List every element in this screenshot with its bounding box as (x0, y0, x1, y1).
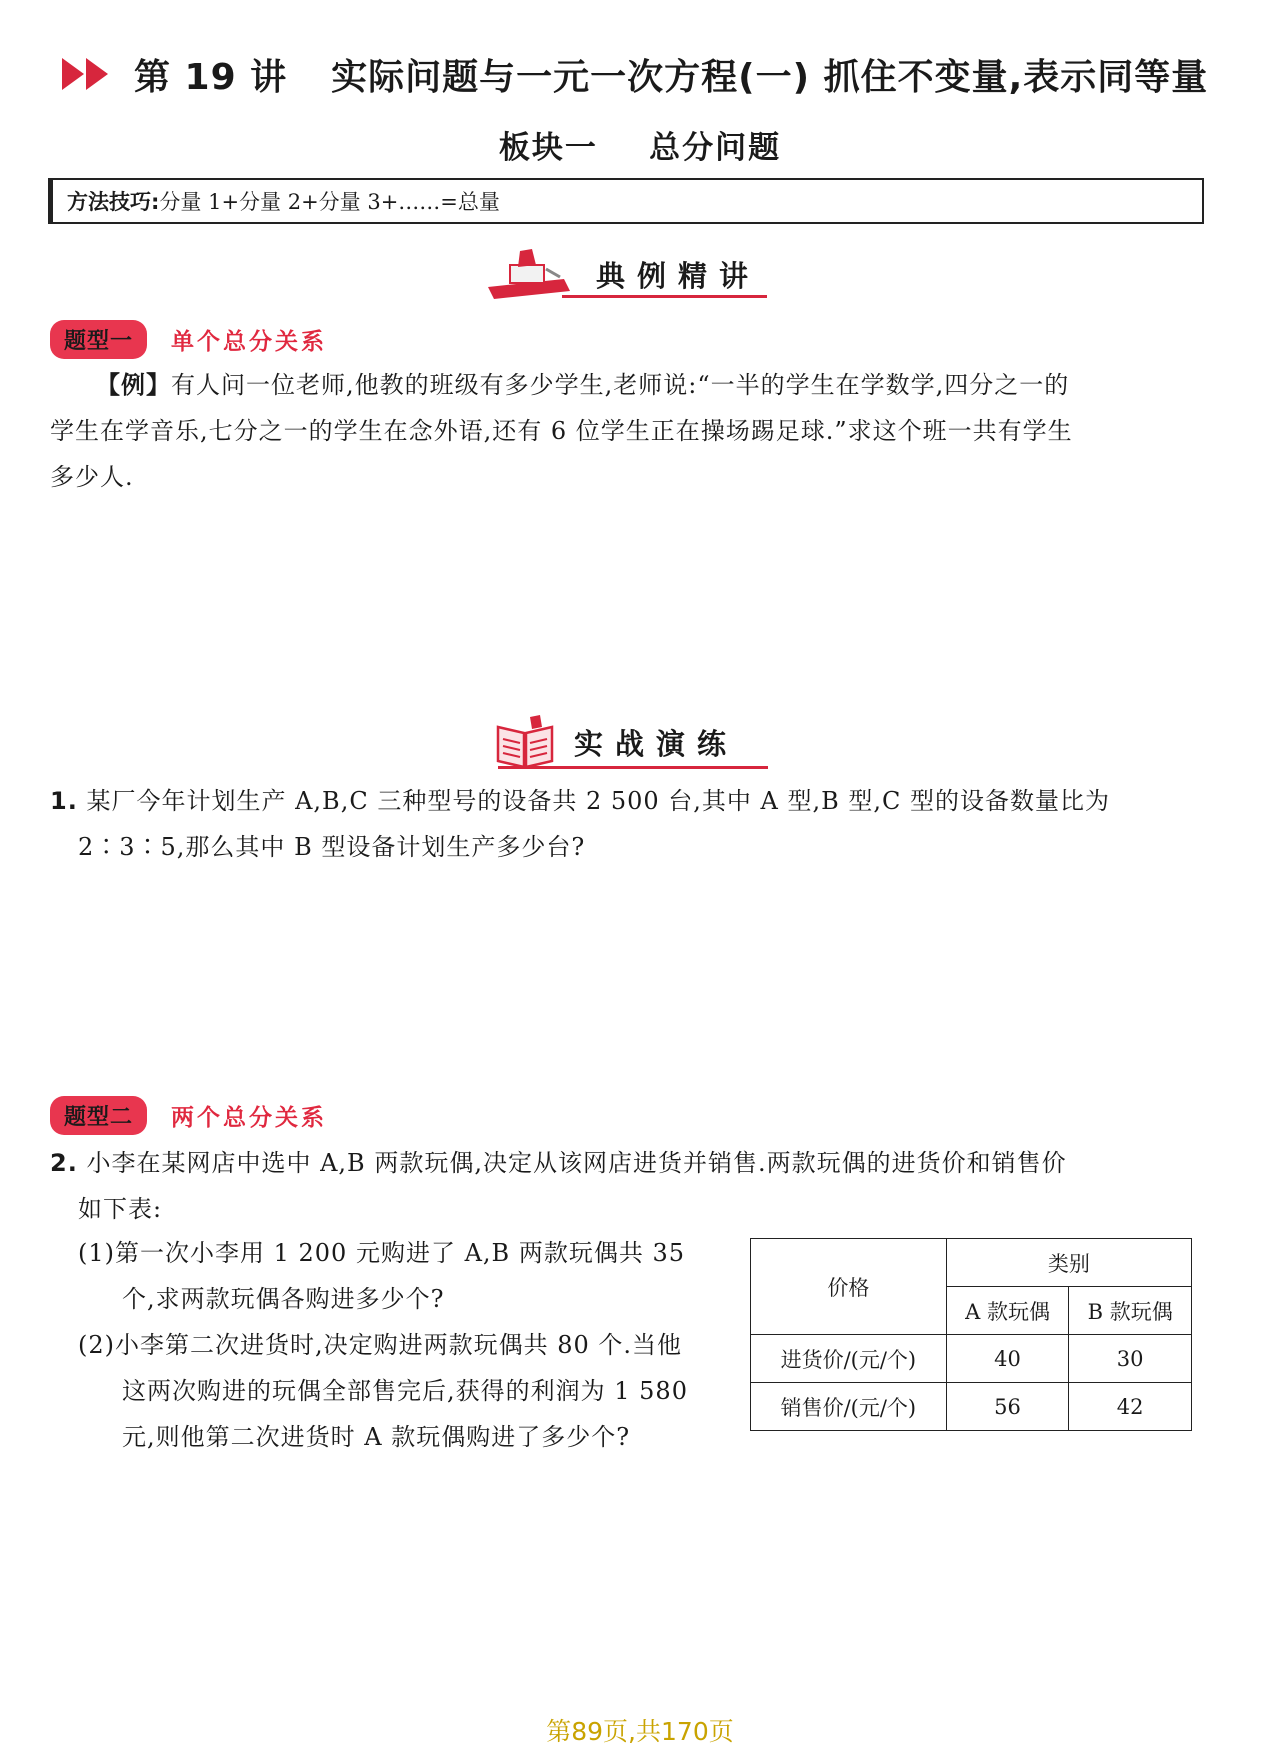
question-2-parts (78, 1230, 738, 1460)
page-indicator: 第89页,共170页 (546, 1717, 734, 1746)
price-table (750, 1238, 1192, 1431)
table-row (751, 1383, 1192, 1431)
table-cell-b: 30 (1069, 1335, 1192, 1383)
method-formula: 分量 1+分量 2+分量 3+……=总量 (159, 190, 500, 214)
table-cell-a: 40 (946, 1335, 1069, 1383)
lecture-title-text: 实际问题与一元一次方程(一) 抓住不变量,表示同等量 (331, 56, 1209, 98)
table-row-label: 销售价/(元/个) (751, 1383, 947, 1431)
section-title: 板块一 总分问题 (498, 130, 782, 166)
example-line-2: 学生在学音乐,七分之一的学生在念外语,还有 6 位学生正在操场踢足球.”求这个班一共有学生 (50, 417, 1073, 445)
question-2-part-2-line-3: 元,则他第二次进货时 A 款玩偶购进了多少个? (122, 1423, 631, 1451)
lecture-title (134, 49, 1208, 100)
type1-tag: 题型一 (50, 320, 147, 359)
open-book-icon (494, 713, 556, 771)
method-label: 方法技巧: (67, 190, 160, 214)
question-2-part-1-line-1: (1)第一次小李用 1 200 元购进了 A,B 两款玩偶共 35 (78, 1239, 685, 1267)
question-2-number: 2. (50, 1149, 78, 1177)
table-group-header: 类别 (946, 1239, 1191, 1287)
table-row-label: 进货价/(元/个) (751, 1335, 947, 1383)
type2-name: 两个总分关系 (171, 1105, 328, 1131)
method-box (48, 178, 1204, 224)
type2-tag: 题型二 (50, 1096, 147, 1135)
question-2-part-1-line-2: 个,求两款玩偶各购进多少个? (122, 1285, 445, 1313)
question-2-line-1: 小李在某网店中选中 A,B 两款玩偶,决定从该网店进货并销售.两款玩偶的进货价和销售价 (86, 1149, 1067, 1177)
lecture-number: 第 19 讲 (134, 56, 288, 98)
example-banner-underline (562, 295, 767, 298)
question-1-number: 1. (50, 787, 78, 815)
practice-banner-underline (498, 766, 768, 769)
example-line-3: 多少人. (50, 463, 134, 491)
example-prefix: 【例】 (96, 371, 171, 399)
double-arrow-icon (62, 56, 112, 92)
table-cell-b: 42 (1069, 1383, 1192, 1431)
example-banner (480, 246, 760, 302)
table-col-b-header: B 款玩偶 (1069, 1287, 1192, 1335)
example-problem (50, 362, 1210, 500)
question-1-line-2: 2∶3∶5,那么其中 B 型设备计划生产多少台? (78, 833, 586, 861)
lecture-header (62, 44, 1208, 104)
podium-icon (480, 247, 574, 301)
table-corner-cell: 价格 (751, 1239, 947, 1335)
type2-header (50, 1096, 327, 1135)
question-2-part-2-line-2: 这两次购进的玩偶全部售完后,获得的利润为 1 580 (122, 1377, 688, 1405)
question-2-line-2: 如下表: (78, 1195, 163, 1223)
example-line-1: 有人问一位老师,他教的班级有多少学生,老师说:“一半的学生在学数学,四分之一的 (171, 371, 1070, 399)
practice-banner (494, 712, 738, 772)
table-row (751, 1335, 1192, 1383)
question-1-line-1: 某厂今年计划生产 A,B,C 三种型号的设备共 2 500 台,其中 A 型,B 型,C 型的设备数量比为 (86, 787, 1111, 815)
question-2-part-2-line-1: (2)小李第二次进货时,决定购进两款玩偶共 80 个.当他 (78, 1331, 683, 1359)
example-banner-label: 典例精讲 (596, 258, 761, 293)
type1-name: 单个总分关系 (171, 329, 328, 355)
practice-banner-label: 实战演练 (574, 726, 739, 761)
question-1 (50, 778, 1220, 870)
table-col-a-header: A 款玩偶 (946, 1287, 1069, 1335)
table-cell-a: 56 (946, 1383, 1069, 1431)
type1-header (50, 320, 327, 359)
question-2 (50, 1140, 1220, 1232)
